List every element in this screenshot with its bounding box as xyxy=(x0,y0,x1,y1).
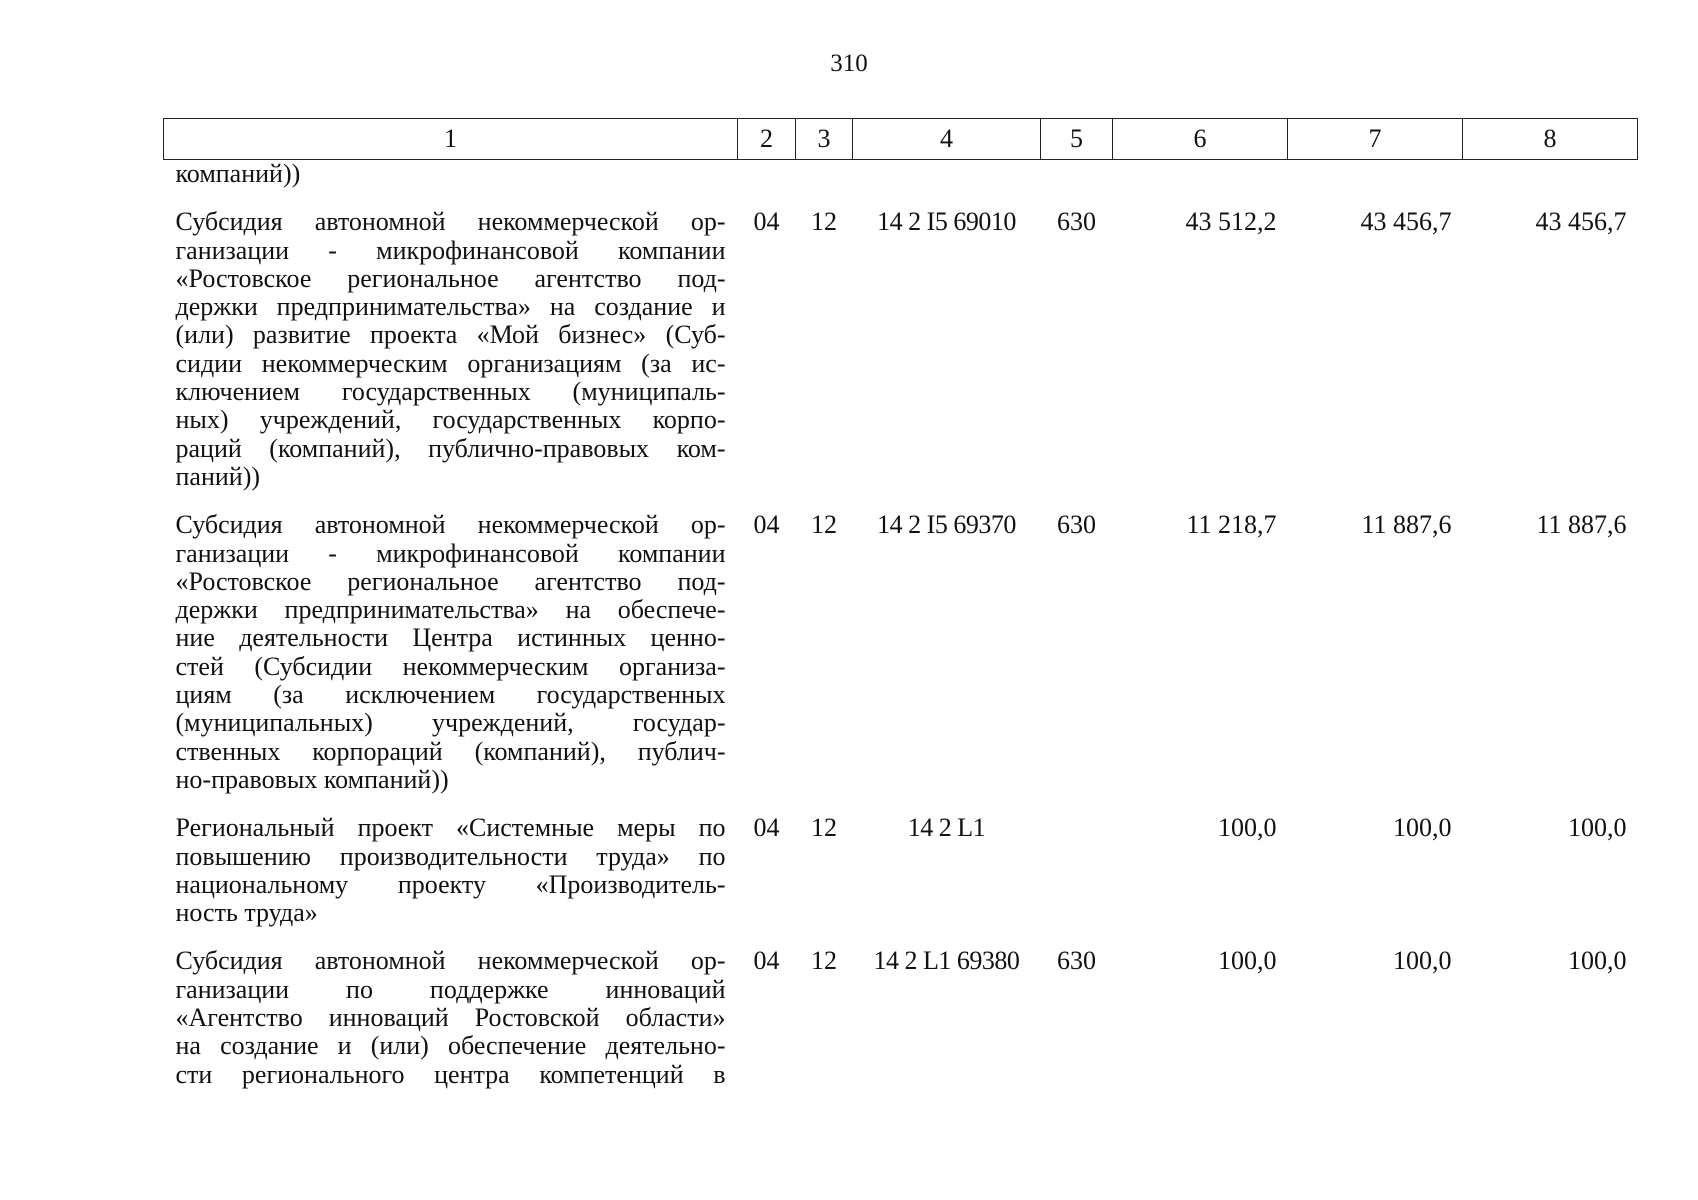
amount-col-7: 43 456,7 xyxy=(1360,207,1452,237)
description-line: раций (компаний), публично-правовых ком- xyxy=(175,433,726,463)
amount-col-8: 43 456,7 xyxy=(1535,207,1627,237)
description-line: Субсидия автономной некоммерческой ор- xyxy=(175,207,726,237)
header-col-2: 2 xyxy=(738,119,796,160)
description-line: ственных корпораций (компаний), публич- xyxy=(175,736,726,766)
description-line: ключением государственных (муниципаль- xyxy=(175,377,726,407)
description-line: Субсидия автономной некоммерческой ор- xyxy=(175,510,726,540)
expense-type-code: 630 xyxy=(1057,207,1096,237)
header-col-3: 3 xyxy=(796,119,853,160)
description-line: циям (за исключением государственных xyxy=(175,680,726,710)
description-line: «Агентство инноваций Ростовской области» xyxy=(175,1003,726,1033)
amount-col-7 xyxy=(1288,160,1463,189)
table-body xyxy=(164,160,1638,1089)
row-description xyxy=(164,794,738,927)
table-row xyxy=(164,927,1638,1088)
description-line: ганизации - микрофинансовой компании xyxy=(175,235,726,265)
amount-col-8: 100,0 xyxy=(1568,813,1627,843)
section-code: 04 xyxy=(753,946,780,976)
description-line: (муниципальных) учреждений, государ- xyxy=(175,708,726,738)
header-col-4: 4 xyxy=(853,119,1041,160)
description-line: (или) развитие проекта «Мой бизнес» (Суб- xyxy=(175,320,726,350)
target-article-code: 14 2 L1 xyxy=(907,813,986,843)
table-row xyxy=(164,794,1638,927)
description-line: компаний)) xyxy=(175,159,301,188)
description-line: ние деятельности Центра истинных ценно- xyxy=(175,623,726,653)
amount-col-7: 11 887,6 xyxy=(1361,510,1452,540)
header-col-6: 6 xyxy=(1113,119,1288,160)
table-row xyxy=(164,491,1638,794)
amount-col-8 xyxy=(1463,160,1638,189)
target-article-code xyxy=(853,160,1041,189)
description-line: ганизации - микрофинансовой компании xyxy=(175,538,726,568)
description-line: держки предпринимательства» на обеспече- xyxy=(175,595,726,625)
subsection-code: 12 xyxy=(811,946,837,976)
description-line: Региональный проект «Системные меры по xyxy=(175,813,726,843)
subsection-code: 12 xyxy=(811,207,837,237)
section-code: 04 xyxy=(753,510,780,540)
description-line: но-правовых компаний)) xyxy=(175,764,449,794)
amount-col-6: 100,0 xyxy=(1218,946,1277,976)
description-line: Субсидия автономной некоммерческой ор- xyxy=(175,946,726,976)
header-col-8: 8 xyxy=(1463,119,1638,160)
section-code xyxy=(738,160,796,189)
subsection-code: 12 xyxy=(811,510,837,540)
amount-col-8: 11 887,6 xyxy=(1536,510,1627,540)
description-line: сти регионального центра компетенций в xyxy=(175,1059,726,1089)
description-line: повышению производительности труда» по xyxy=(175,841,726,871)
description-line: ность труда» xyxy=(175,898,318,928)
target-article-code: 14 2 I5 69370 xyxy=(877,510,1016,540)
subsection-code xyxy=(796,160,853,189)
amount-col-6: 11 218,7 xyxy=(1186,510,1277,540)
description-line: сидии некоммерческим организациям (за ис- xyxy=(175,348,726,378)
description-line: держки предпринимательства» на создание и xyxy=(175,292,726,322)
amount-col-7: 100,0 xyxy=(1393,813,1452,843)
expense-type-code xyxy=(1041,794,1113,927)
header-col-1: 1 xyxy=(164,119,738,160)
row-description xyxy=(164,188,738,491)
description-line: «Ростовское региональное агентство под- xyxy=(175,566,726,596)
row-description xyxy=(164,927,738,1088)
amount-col-6: 43 512,2 xyxy=(1185,207,1277,237)
expense-type-code: 630 xyxy=(1057,510,1096,540)
subsection-code: 12 xyxy=(811,813,837,843)
row-description xyxy=(164,491,738,794)
description-line: ных) учреждений, государственных корпо- xyxy=(175,405,726,435)
expense-type-code: 630 xyxy=(1057,946,1096,976)
description-line: национальному проекту «Производитель- xyxy=(175,869,726,899)
table-row xyxy=(164,160,1638,189)
description-line: ганизации по поддержке инноваций xyxy=(175,974,726,1004)
description-line: «Ростовское региональное агентство под- xyxy=(175,263,726,293)
header-col-7: 7 xyxy=(1288,119,1463,160)
expense-type-code xyxy=(1041,160,1113,189)
description-line: паний)) xyxy=(175,461,261,491)
amount-col-7: 100,0 xyxy=(1393,946,1452,976)
target-article-code: 14 2 L1 69380 xyxy=(873,946,1020,976)
section-code: 04 xyxy=(753,813,780,843)
target-article-code: 14 2 I5 69010 xyxy=(877,207,1016,237)
table-row xyxy=(164,188,1638,491)
amount-col-6 xyxy=(1113,160,1288,189)
section-code: 04 xyxy=(753,207,780,237)
amount-col-8: 100,0 xyxy=(1568,946,1627,976)
amount-col-6: 100,0 xyxy=(1218,813,1277,843)
page-number: 310 xyxy=(830,50,868,77)
table-header-row xyxy=(164,119,1638,160)
description-line: на создание и (или) обеспечение деятельно- xyxy=(175,1031,726,1061)
header-col-5: 5 xyxy=(1041,119,1113,160)
budget-table xyxy=(163,118,1638,1089)
row-description xyxy=(164,160,738,189)
description-line: стей (Субсидии некоммерческим организа- xyxy=(175,651,726,681)
